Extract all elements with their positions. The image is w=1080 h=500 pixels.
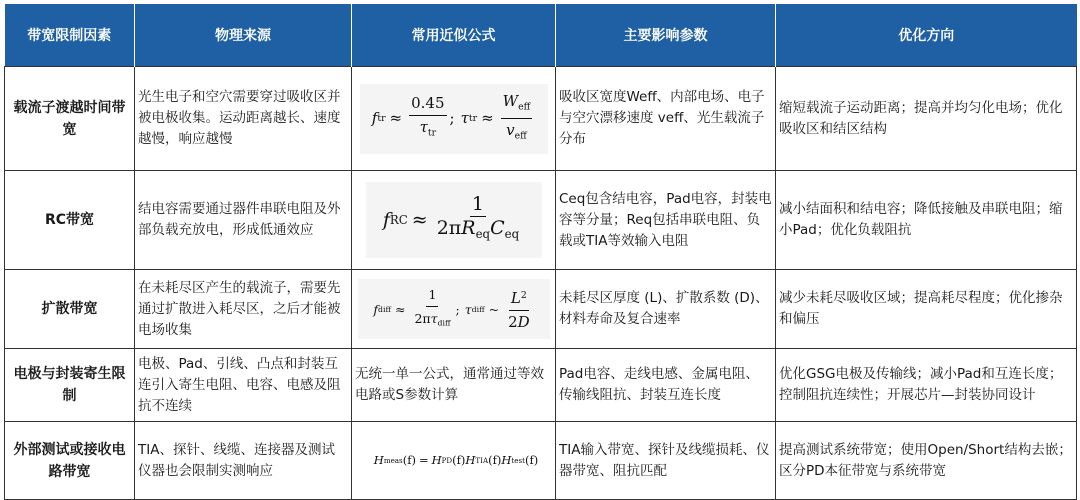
formula-subscript: tr bbox=[377, 113, 386, 124]
table-row bbox=[5, 349, 1077, 422]
formula-cell bbox=[352, 270, 556, 349]
table-row bbox=[5, 67, 1077, 171]
rc-formula bbox=[366, 182, 542, 258]
formula-argument: (f) bbox=[488, 453, 502, 467]
header-factor: 带宽限制因素 bbox=[5, 4, 135, 67]
params-cell: Ceq包含结电容，Pad电容，封装电容等分量；Req包括串联电阻、负载或TIA等效输入电阻 bbox=[556, 171, 776, 270]
formula-symbol: R bbox=[461, 217, 476, 240]
formula-symbol: D bbox=[517, 313, 530, 332]
formula-fraction bbox=[412, 284, 452, 334]
params-cell: 吸收区宽度Weff、内部电场、电子与空穴漂移速度 veff、光生载流子分布 bbox=[556, 67, 776, 171]
formula-symbol: 2 bbox=[508, 313, 518, 332]
formula-operator: ≈ bbox=[481, 109, 494, 127]
optimize-cell: 优化GSG电极及传输线；减小Pad和互连长度；控制阻抗连续性；开展芯片—封装协同设计 bbox=[776, 349, 1077, 422]
factor-cell: 扩散带宽 bbox=[5, 270, 135, 349]
formula-subscript: test bbox=[511, 456, 525, 465]
formula-subscript: PD bbox=[441, 456, 453, 465]
formula-numerator bbox=[509, 285, 529, 311]
formula-symbol: H bbox=[465, 453, 476, 467]
transit-time-formula bbox=[360, 84, 548, 154]
formula-numerator: 1 bbox=[471, 193, 484, 216]
formula-symbol: f bbox=[371, 109, 378, 127]
formula-denominator bbox=[418, 116, 439, 143]
formula-separator: ; bbox=[449, 109, 455, 127]
formula-symbol: L bbox=[510, 289, 521, 308]
formula-fraction bbox=[506, 285, 532, 333]
formula-operator: ~ bbox=[488, 301, 500, 317]
header-origin: 物理来源 bbox=[135, 4, 352, 67]
formula-argument: (f) bbox=[452, 453, 466, 467]
formula-cell bbox=[352, 349, 556, 422]
formula-cell bbox=[352, 422, 556, 500]
formula-superscript: 2 bbox=[520, 289, 527, 301]
formula-symbol: τ bbox=[419, 118, 428, 137]
optimize-cell: 提高测试系统带宽；使用Open/Short结构去嵌；区分PD本征带宽与系统带宽 bbox=[776, 422, 1077, 500]
origin-cell: TIA、探针、线缆、连接器及测试仪器也会限制实测响应 bbox=[135, 422, 352, 500]
formula-operator: ≈ bbox=[411, 208, 428, 231]
formula-argument: (f) bbox=[402, 453, 416, 467]
formula-operator: = bbox=[418, 453, 429, 467]
formula-symbol: H bbox=[431, 453, 442, 467]
formula-subscript: RC bbox=[389, 212, 408, 227]
formula-separator: ; bbox=[455, 301, 460, 317]
formula-symbol: W bbox=[502, 91, 519, 110]
header-formula: 常用近似公式 bbox=[352, 4, 556, 67]
origin-cell: 光生电子和空穴需要穿过吸收区并被电极收集。运动距离越长、速度越慢，响应越慢 bbox=[135, 67, 352, 171]
formula-subscript: diff bbox=[437, 318, 451, 328]
origin-cell: 电极、Pad、引线、凸点和封装互连引入寄生电阻、电容、电感及阻抗不连续 bbox=[135, 349, 352, 422]
formula-denominator bbox=[506, 311, 532, 333]
origin-cell: 结电容需要通过器件串联电阻及外部负载充放电，形成低通效应 bbox=[135, 171, 352, 270]
factor-cell: 载流子渡越时间带宽 bbox=[5, 67, 135, 171]
formula-subscript: diff bbox=[471, 304, 485, 314]
params-cell: TIA输入带宽、探针及线缆损耗、仪器带宽、阻抗匹配 bbox=[556, 422, 776, 500]
formula-cell bbox=[352, 171, 556, 270]
optimize-cell: 减小结面积和结电容；降低接触及串联电阻；缩小Pad；优化负载阻抗 bbox=[776, 171, 1077, 270]
formula-symbol: f bbox=[373, 301, 378, 317]
formula-subscript: TIA bbox=[475, 456, 489, 465]
formula-numerator bbox=[501, 91, 533, 119]
table-row bbox=[5, 270, 1077, 349]
formula-subscript: tr bbox=[427, 127, 437, 139]
formula-operator: ≈ bbox=[394, 301, 406, 317]
params-cell: Pad电容、走线电感、金属电阻、传输线阻抗、封装互连长度 bbox=[556, 349, 776, 422]
formula-operator: ≈ bbox=[389, 109, 403, 127]
formula-symbol: τ bbox=[430, 311, 438, 327]
header-optimize: 优化方向 bbox=[776, 4, 1077, 67]
formula-numerator: 0.45 bbox=[409, 93, 446, 116]
formula-numerator: 1 bbox=[426, 284, 438, 307]
factor-cell: RC带宽 bbox=[5, 171, 135, 270]
formula-symbol: f bbox=[382, 208, 390, 231]
formula-argument: (f) bbox=[524, 453, 539, 467]
formula-symbol: H bbox=[373, 453, 384, 467]
formula-symbol: 2π bbox=[414, 311, 431, 327]
formula-cell bbox=[352, 67, 556, 171]
formula-subscript: tr bbox=[468, 113, 478, 124]
formula-subscript: eff bbox=[514, 130, 527, 142]
formula-subscript: diff bbox=[378, 304, 391, 314]
formula-fraction bbox=[501, 91, 533, 147]
params-cell: 未耗尽区厚度 (L)、扩散系数 (D)、材料寿命及复合速率 bbox=[556, 270, 776, 349]
formula-symbol: τ bbox=[464, 301, 472, 317]
formula-subscript: meas bbox=[383, 456, 403, 465]
formula-symbol: H bbox=[501, 453, 512, 467]
header-params: 主要影响参数 bbox=[556, 4, 776, 67]
formula-denominator bbox=[504, 119, 529, 146]
formula-denominator bbox=[412, 307, 452, 334]
table-row bbox=[5, 422, 1077, 500]
factor-cell: 电极与封装寄生限制 bbox=[5, 349, 135, 422]
diffusion-formula bbox=[358, 279, 550, 339]
formula-subscript: eq bbox=[504, 227, 520, 242]
origin-cell: 在未耗尽区产生的载流子，需要先通过扩散进入耗尽区，之后才能被电场收集 bbox=[135, 270, 352, 349]
table-header-row bbox=[5, 4, 1077, 67]
optimize-cell: 减少未耗尽吸收区域；提高耗尽程度；优化掺杂和偏压 bbox=[776, 270, 1077, 349]
table-row bbox=[5, 171, 1077, 270]
formula-symbol: v bbox=[506, 121, 515, 139]
formula-symbol: C bbox=[490, 217, 505, 240]
bandwidth-limit-table bbox=[4, 4, 1077, 500]
formula-fraction bbox=[409, 93, 446, 143]
formula-fraction bbox=[435, 194, 521, 245]
optimize-cell: 缩短载流子运动距离；提高并均匀化电场；优化吸收区和结区结构 bbox=[776, 67, 1077, 171]
parasitic-formula-text: 无统一单一公式，通常通过等效电路或S参数计算 bbox=[355, 366, 544, 403]
formula-denominator bbox=[435, 217, 521, 245]
formula-subscript: eq bbox=[475, 227, 491, 242]
formula-symbol: 2π bbox=[436, 217, 462, 240]
formula-symbol: τ bbox=[460, 109, 469, 127]
factor-cell: 外部测试或接收电路带宽 bbox=[5, 422, 135, 500]
external-formula bbox=[358, 441, 554, 481]
formula-subscript: eff bbox=[518, 101, 531, 112]
